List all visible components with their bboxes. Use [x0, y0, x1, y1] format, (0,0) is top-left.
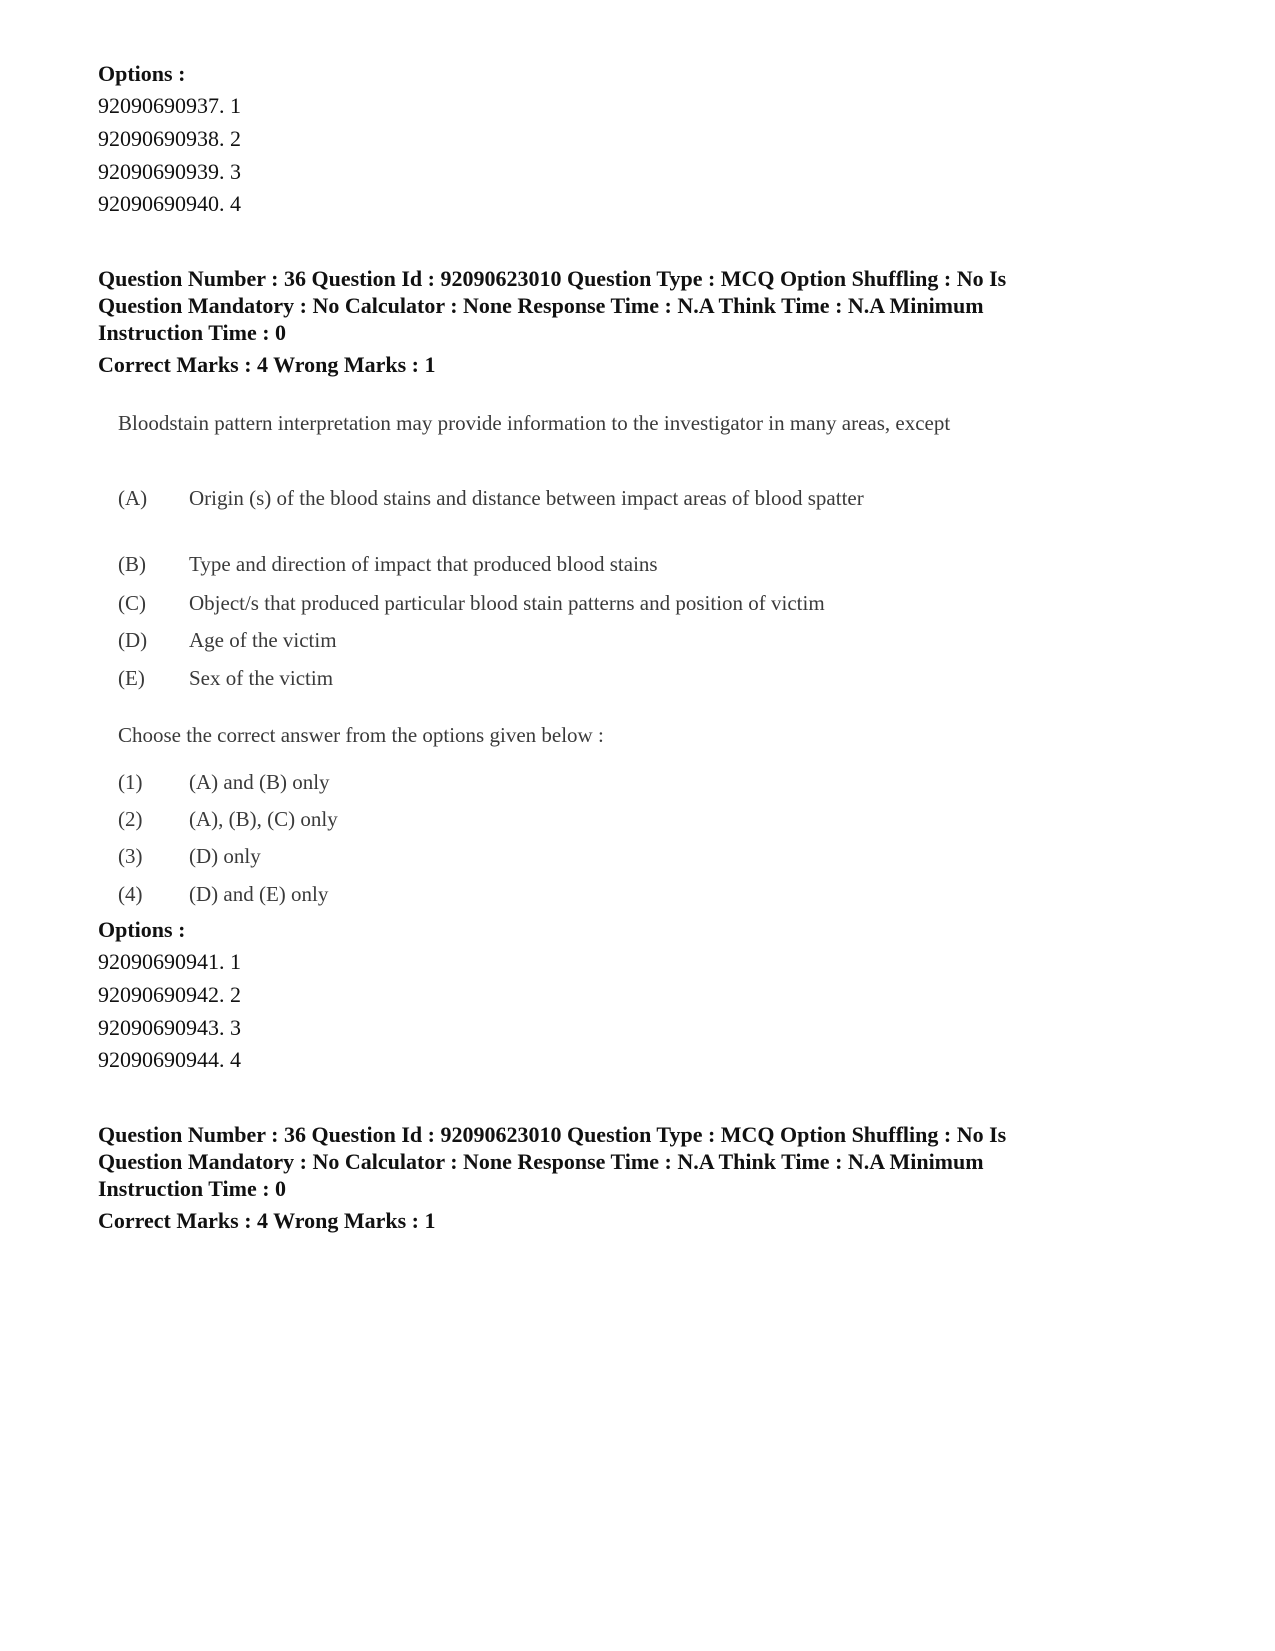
question-meta-line: Question Mandatory : No Calculator : None Response Time : N.A Think Time : N.A Minimum [98, 1149, 984, 1174]
choice-label: (4) [118, 882, 143, 906]
option-line: 92090690937. 1 [98, 93, 241, 118]
question-meta-line: Question Number : 36 Question Id : 92090623010 Question Type : MCQ Option Shuffling : No Is [98, 266, 1007, 291]
statement-text: Type and direction of impact that produced blood stains [189, 552, 658, 576]
statement-text: Sex of the victim [189, 666, 334, 690]
option-line: 92090690941. 1 [98, 949, 241, 974]
choice-text: (D) and (E) only [189, 882, 329, 906]
statement-text: Object/s that produced particular blood stain patterns and position of victim [189, 591, 825, 615]
option-line: 92090690943. 3 [98, 1015, 241, 1040]
option-line: 92090690942. 2 [98, 982, 241, 1007]
option-line: 92090690938. 2 [98, 126, 241, 151]
statement-label: (E) [118, 666, 145, 690]
statement-label: (A) [118, 486, 148, 510]
answer-instruction: Choose the correct answer from the options given below : [118, 723, 604, 747]
statement-text: Age of the victim [189, 628, 337, 652]
choice-label: (1) [118, 770, 143, 794]
statement-label: (C) [118, 591, 146, 615]
question-meta-line: Question Number : 36 Question Id : 92090623010 Question Type : MCQ Option Shuffling : No Is [98, 1122, 1007, 1147]
question-meta-line: Instruction Time : 0 [98, 1176, 287, 1201]
statement-text: Origin (s) of the blood stains and distance between impact areas of blood spatter [189, 486, 864, 510]
question-marks: Correct Marks : 4 Wrong Marks : 1 [98, 352, 436, 377]
question-marks: Correct Marks : 4 Wrong Marks : 1 [98, 1208, 436, 1233]
choice-text: (A), (B), (C) only [189, 807, 338, 831]
options-heading: Options : [98, 917, 186, 942]
statement-label: (B) [118, 552, 146, 576]
choice-label: (2) [118, 807, 143, 831]
choice-text: (D) only [189, 844, 261, 868]
question-scan [118, 408, 1058, 928]
options-heading: Options : [98, 61, 186, 86]
option-line: 92090690940. 4 [98, 191, 241, 216]
option-line: 92090690944. 4 [98, 1047, 241, 1072]
statement-label: (D) [118, 628, 148, 652]
question-meta-line: Question Mandatory : No Calculator : None Response Time : N.A Think Time : N.A Minimum [98, 293, 984, 318]
choice-label: (3) [118, 844, 143, 868]
option-line: 92090690939. 3 [98, 159, 241, 184]
question-stem: Bloodstain pattern interpretation may provide information to the investigator in many areas, except [118, 411, 951, 435]
choice-text: (A) and (B) only [189, 770, 330, 794]
question-meta-line: Instruction Time : 0 [98, 320, 287, 345]
